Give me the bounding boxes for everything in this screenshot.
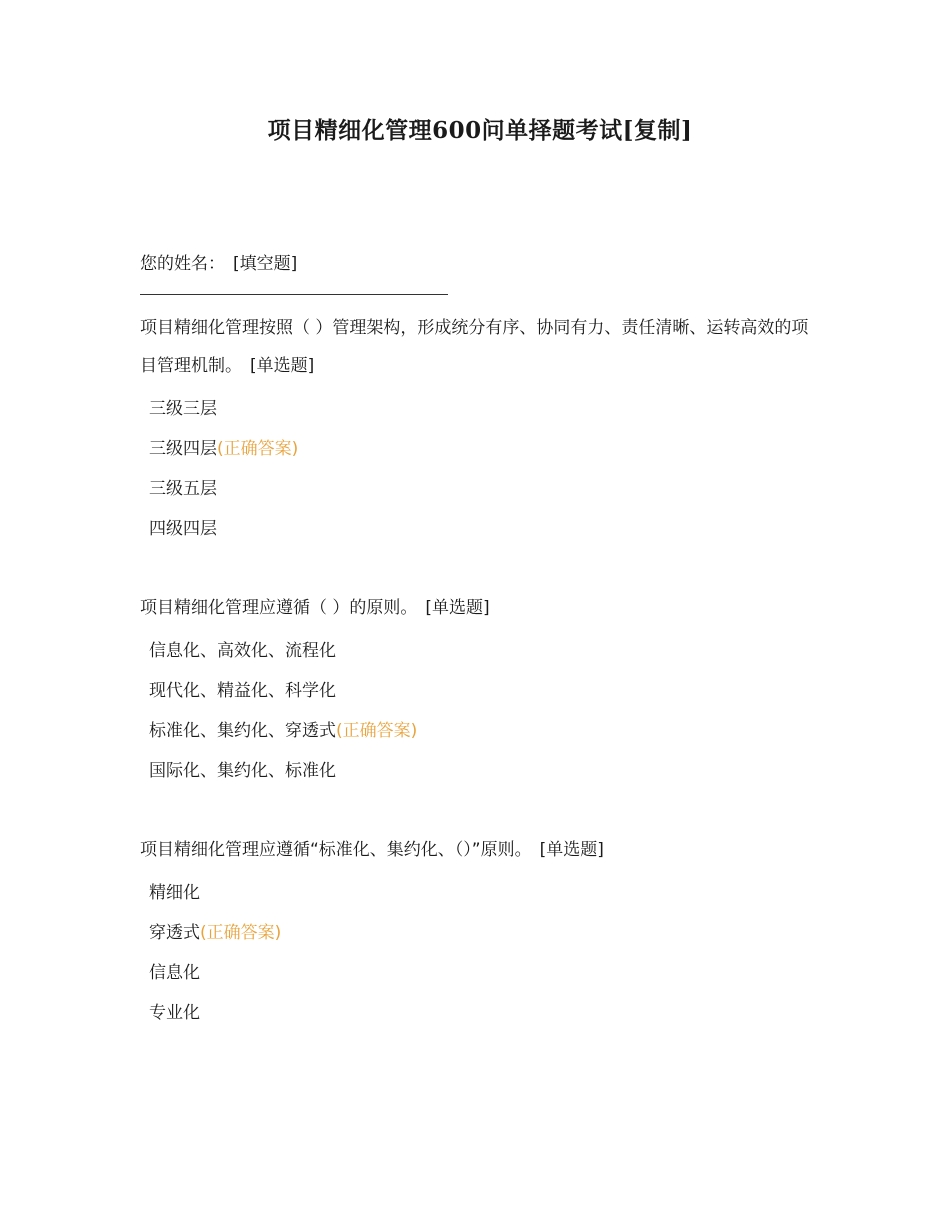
correct-answer-marker: (正确答案) — [217, 439, 299, 459]
survey-content — [140, 250, 820, 1033]
name-answer-blank[interactable] — [140, 294, 448, 295]
question-3 — [140, 831, 820, 1033]
option-item[interactable]: 国际化、集约化、标准化 — [149, 761, 336, 781]
option-item[interactable]: 穿透式(正确答案) — [149, 923, 282, 943]
option-item[interactable]: 专业化 — [149, 1003, 200, 1023]
option-item[interactable]: 标准化、集约化、穿透式(正确答案) — [149, 721, 418, 741]
option-list — [140, 873, 820, 1033]
option-list — [140, 631, 820, 791]
question-type-tag: [填空题] — [233, 254, 298, 274]
question-text: 项目精细化管理应遵循“标准化、集约化、（）”原则。 [单选题] — [140, 840, 604, 860]
name-label: 您的姓名： — [140, 254, 225, 274]
question-text: 项目精细化管理应遵循（ ）的原则。 [单选题] — [140, 598, 490, 618]
name-question — [140, 250, 820, 278]
option-item[interactable]: 现代化、精益化、科学化 — [149, 681, 336, 701]
option-item[interactable]: 三级四层(正确答案) — [149, 439, 299, 459]
correct-answer-marker: (正确答案) — [336, 721, 418, 741]
option-list — [140, 389, 820, 549]
option-item[interactable]: 四级四层 — [149, 519, 217, 539]
option-item[interactable]: 三级三层 — [149, 399, 217, 419]
correct-answer-marker: (正确答案) — [200, 923, 282, 943]
option-item[interactable]: 信息化 — [149, 963, 200, 983]
page-title: 项目精细化管理600问单择题考试[复制] — [267, 117, 693, 144]
question-type-tag: [单选题] — [539, 840, 604, 860]
question-type-tag: [单选题] — [425, 598, 490, 618]
option-item[interactable]: 三级五层 — [149, 479, 217, 499]
question-1 — [140, 309, 820, 549]
question-2 — [140, 589, 820, 791]
question-type-tag: [单选题] — [250, 356, 315, 376]
option-item[interactable]: 信息化、高效化、流程化 — [149, 641, 336, 661]
option-item[interactable]: 精细化 — [149, 883, 200, 903]
question-text: 项目精细化管理按照（ ）管理架构，形成统分有序、协同有力、责任清晰、运转高效的项目管理机制。 [单选题] — [140, 318, 809, 376]
